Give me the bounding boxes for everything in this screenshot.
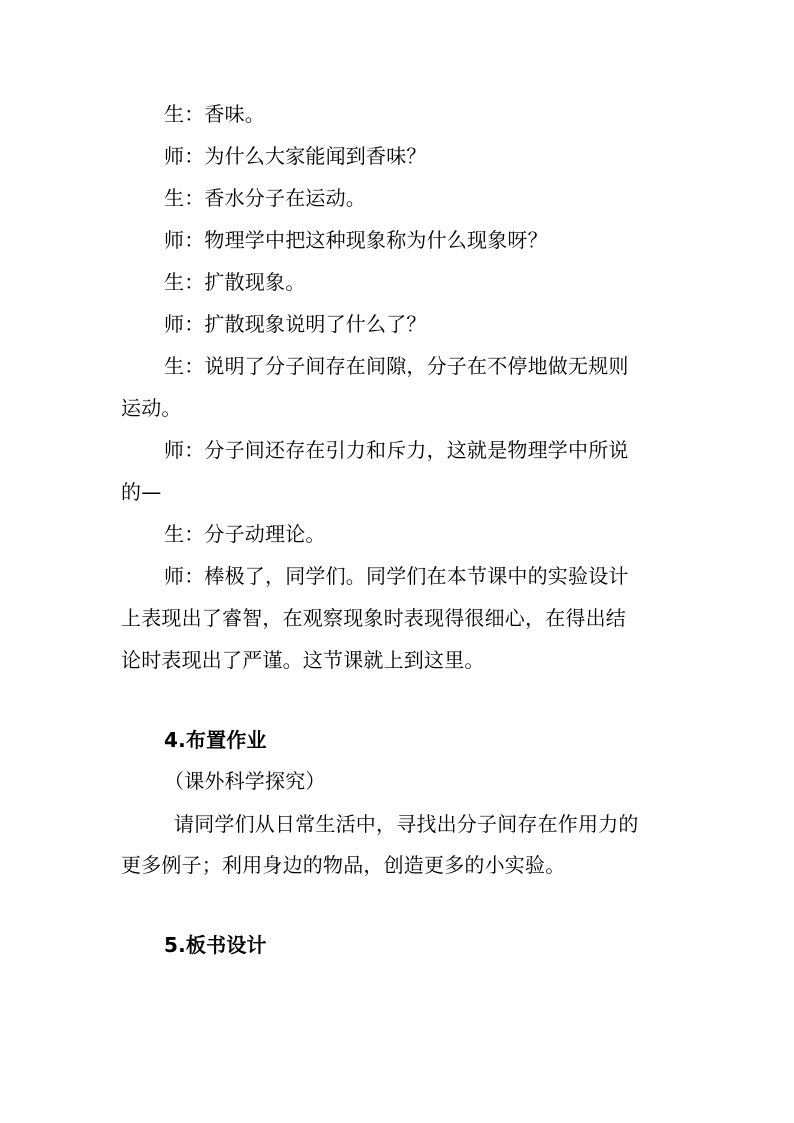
dialogue-line-continuation: 的— [121, 480, 162, 504]
dialogue-line: 师：物理学中把这种现象称为什么现象呀？ [164, 228, 548, 252]
dialogue-line: 生：说明了分子间存在间隙，分子在不停地做无规则 [164, 354, 629, 378]
dialogue-line: 生：香水分子在运动。 [164, 186, 366, 210]
dialogue-line: 生：香味。 [164, 102, 265, 126]
dialogue-line-continuation: 论时表现出了严谨。这节课就上到这里。 [121, 648, 485, 672]
section-heading-board-design: 5.板书设计 [164, 933, 267, 957]
dialogue-line-continuation: 运动。 [121, 396, 182, 420]
section-heading-homework: 4.布置作业 [164, 728, 267, 752]
dialogue-line-continuation: 上表现出了睿智，在观察现象时表现得很细心，在得出结 [121, 606, 626, 630]
dialogue-line: 生：扩散现象。 [164, 270, 306, 294]
dialogue-line: 师：扩散现象说明了什么了？ [164, 312, 427, 336]
dialogue-line: 生：分子动理论。 [164, 522, 326, 546]
homework-line: 更多例子；利用身边的物品，创造更多的小实验。 [121, 853, 566, 877]
homework-line: 请同学们从日常生活中，寻找出分子间存在作用力的 [174, 812, 639, 836]
section-subheading: （课外科学探究） [164, 769, 326, 793]
dialogue-line: 师：分子间还存在引力和斥力，这就是物理学中所说 [164, 438, 629, 462]
dialogue-line: 师：为什么大家能闻到香味？ [164, 144, 427, 168]
dialogue-line: 师：棒极了，同学们。同学们在本节课中的实验设计 [164, 564, 629, 588]
